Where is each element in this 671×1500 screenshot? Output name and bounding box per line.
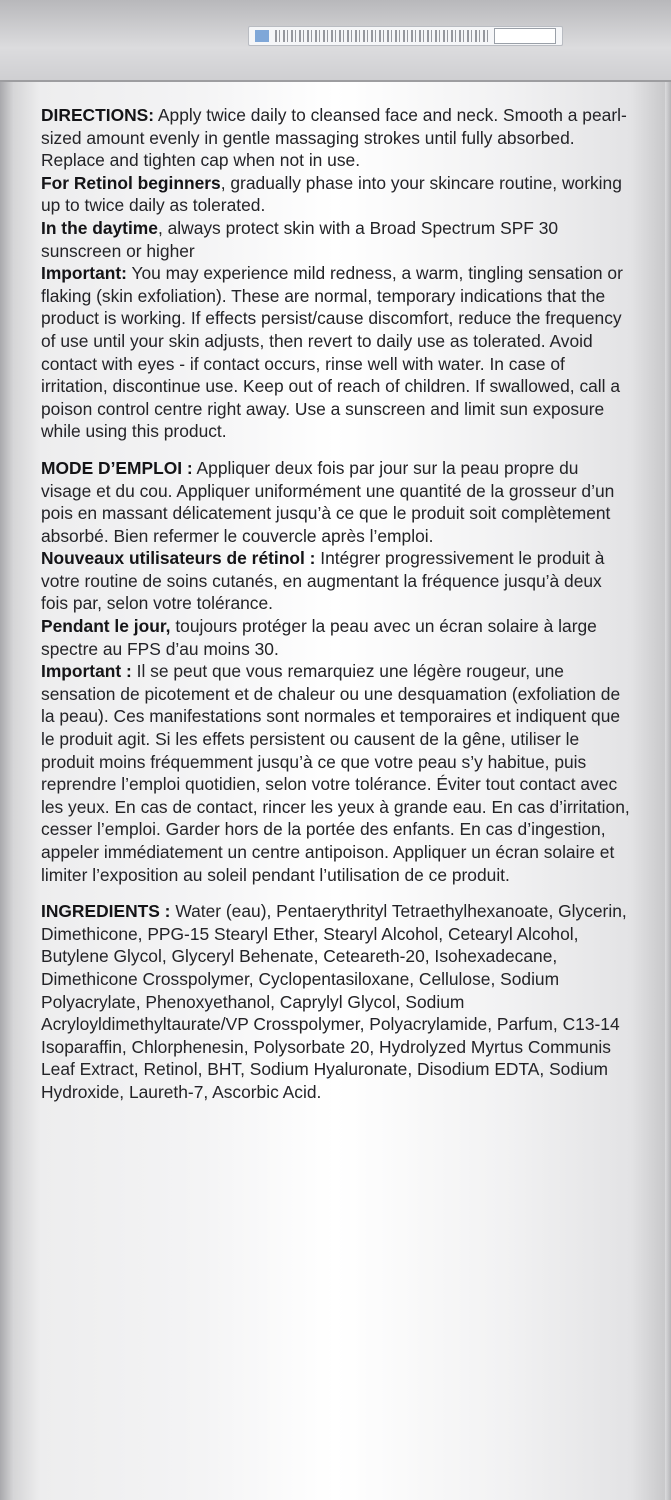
mode-emploi-text: Appliquer deux fois par jour sur la peau propre du visage et du cou. Appliquer uniformément une quantité de la grosseur d’un pois en massant délicatement jusqu’à ce que le produit soit complètement absorbé. Bien refermer le couvercle après l’emploi. [41,457,615,546]
beginners-text: , gradually phase into your skincare routine, working up to twice daily as tolerated. [41,172,622,216]
important-paragraph-fr [41,660,631,886]
daytime-label: In the daytime [41,217,158,238]
directions-paragraph [41,104,631,172]
jour-text: toujours protéger la peau avec un écran solaire à large spectre au FPS d’au moins 30. [41,616,597,659]
important-text-en: You may experience mild redness, a warm, tingling sensation or flaking (skin exfoliation). These are normal, temporary indications that the product is working. If effects persist/cause discomfort, reduce the frequency of use until your skin adjusts, then revert to daily use as tolerated. Avoid contact with eyes - if contact occurs, rinse well with water. In case of irritation, discontinue use. Keep out of reach of children. If swallowed, call a poison control centre right away. Use a sunscreen and limit sun exposure while using this product. [41,263,623,442]
barcode-icon [275,30,488,42]
ingredients-paragraph [41,900,631,1103]
beginners-paragraph [41,172,631,217]
barcode-accent-icon [255,30,269,42]
label-text-block [41,104,631,1104]
important-label-en: Important: [41,263,127,284]
important-paragraph-en [41,262,631,443]
nouveaux-paragraph [41,547,631,615]
section-gap [41,443,631,457]
directions-label: DIRECTIONS: [41,105,155,125]
mode-emploi-label: MODE D’EMPLOI : [41,457,193,478]
important-text-fr: Il se peut que vous remarquiez une légère rougeur, une sensation de picotement et de chaleur ou une desquamation (exfoliation de la peau). Ces manifestations sont normales et temporaires et indiquent que le produit agit. Si les effets persistent ou causent de la gêne, utiliser le produit moins fréquemment jusqu’à ce que votre peau s’y habitue, puis reprendre l’emploi quotidien, selon votre tolérance. Éviter tout contact avec les yeux. En cas de contact, rincer les yeux à grande eau. En cas d’irritation, cesser l’emploi. Garder hors de la portée des enfants. En cas d’ingestion, appeler immédiatement un centre antipoison. Appliquer un écran solaire et limiter l’exposition au soleil pendant l’utilisation de ce produit. [41,661,630,885]
barcode-window [494,28,556,44]
beginners-label: For Retinol beginners [41,172,221,193]
ingredients-label: INGREDIENTS : [41,901,171,922]
nouveaux-label: Nouveaux utilisateurs de rétinol : [41,548,316,569]
barcode-panel [248,26,563,46]
box-right-edge [665,0,671,1500]
jour-label: Pendant le jour, [41,616,171,637]
box-top-flap [0,0,671,82]
ingredients-text: Water (eau), Pentaerythrityl Tetraethylhexanoate, Glycerin, Dimethicone, PPG-15 Stearyl Ether, Stearyl Alcohol, Cetearyl Alcohol, Butylene Glycol, Glyceryl Behenate, Ceteareth-20, Isohexadecane, Dimethicone Crosspolymer, Cyclopentasiloxane, Cellulose, Sodium Polyacrylate, Phenoxyethanol, Caprylyl Glycol, Sodium Acryloyldimethyltaurate/VP Crosspolymer, Polyacrylamide, Parfum, C13-14 Isoparaffin, Chlorphenesin, Polysorbate 20, Hydrolyzed Myrtus Communis Leaf Extract, Retinol, BHT, Sodium Hyaluronate, Disodium EDTA, Sodium Hydroxide, Laureth-7, Ascorbic Acid. [41,901,627,1102]
section-gap [41,886,631,900]
directions-text: Apply twice daily to cleansed face and neck. Smooth a pearl-sized amount evenly in gentle massaging strokes until fully absorbed. Replace and tighten cap when not in use. [41,105,627,171]
important-label-fr: Important : [41,661,132,682]
daytime-paragraph [41,217,631,262]
nouveaux-text: Intégrer progressivement le produit à votre routine de soins cutanés, en augmentant la fréquence jusqu’à deux fois par, selon votre tolérance. [41,548,605,614]
brand-logo-vertical-icon [36,4,62,74]
box-left-edge [0,0,14,1500]
jour-paragraph [41,615,631,660]
mode-emploi-paragraph [41,457,631,547]
daytime-text: , always protect skin with a Broad Spectrum SPF 30 sunscreen or higher [41,217,559,261]
